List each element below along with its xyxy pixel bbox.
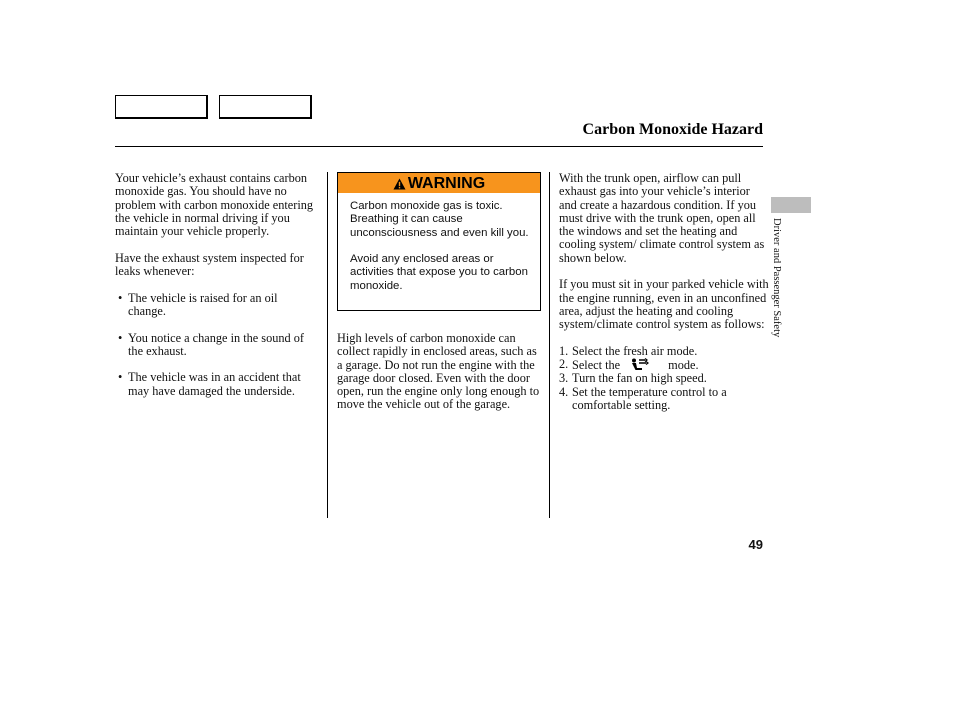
list-item: 1. Select the fresh air mode.: [559, 343, 698, 358]
column-middle: [337, 332, 542, 412]
trunk-paragraph: With the trunk open, airflow can pull exhaust gas into your vehicle’s interior and create a hazardous condition. If you must drive with the trunk open, open all the windows and set the heating and cooling system/ climate control system as shown below.: [559, 171, 765, 265]
list-item: 2. Select the mode.: [559, 357, 699, 373]
nav-main-menu-button[interactable]: [219, 95, 312, 119]
list-item: • You notice a change in the sound of the exhaust.: [118, 330, 304, 358]
section-label: Driver and Passenger Safety: [771, 218, 782, 338]
title-divider: [115, 146, 763, 147]
page-number: 49: [748, 537, 763, 552]
bullet-text: The vehicle was in an accident that may have damaged the underside.: [128, 370, 301, 398]
warning-triangle-icon: [393, 175, 406, 196]
column-divider-left: [327, 172, 328, 518]
page-title: Carbon Monoxide Hazard: [582, 121, 763, 138]
list-item: • The vehicle is raised for an oil change.: [118, 290, 278, 318]
intro-paragraph: Your vehicle’s exhaust contains carbon monoxide gas. You should have no problem with carbon monoxide entering the vehicle in normal driving if you maintain your vehicle properly.: [115, 171, 314, 239]
step-text: Select the: [572, 358, 621, 373]
section-tab[interactable]: [771, 197, 811, 213]
warning-body: [338, 193, 540, 293]
column-right: [559, 172, 769, 412]
list-item: • The vehicle was in an accident that may have damaged the underside.: [118, 370, 301, 398]
column-left: [115, 172, 315, 398]
step-text: mode.: [668, 358, 699, 373]
vent-mode-icon: [630, 358, 650, 371]
garage-paragraph: High levels of carbon monoxide can collect rapidly in enclosed areas, such as a garage. Do not run the engine with the garage door closed. Even with the door open, run the engine only long enough to move the vehicle out of the garage.: [337, 331, 540, 412]
step-text: Select the fresh air mode.: [572, 343, 698, 358]
bullet-text: You notice a change in the sound of the exhaust.: [128, 330, 304, 358]
nav-back-button[interactable]: [115, 95, 208, 119]
parked-paragraph: If you must sit in your parked vehicle with the engine running, even in an unconfined area, adjust the heating and cooling system/climate control system as follows:: [559, 277, 769, 332]
warning-box: [337, 172, 541, 311]
bullet-text: The vehicle is raised for an oil change.: [128, 290, 278, 318]
warning-header: [338, 173, 540, 193]
list-item: 4. Set the temperature control to a comfortable setting.: [559, 384, 727, 413]
inspect-paragraph: Have the exhaust system inspected for leaks whenever:: [115, 250, 304, 279]
list-item: 3. Turn the fan on high speed.: [559, 371, 707, 386]
step-text: Turn the fan on high speed.: [572, 371, 707, 386]
column-divider-right: [549, 172, 550, 518]
warning-label: WARNING: [407, 175, 486, 192]
warning-paragraph: Avoid any enclosed areas or activities that expose you to carbon monoxide.: [350, 253, 528, 292]
warning-paragraph: Carbon monoxide gas is toxic. Breathing it can cause unconsciousness and even kill you.: [350, 200, 529, 239]
step-text: Set the temperature control to a comfortable setting.: [572, 384, 727, 413]
